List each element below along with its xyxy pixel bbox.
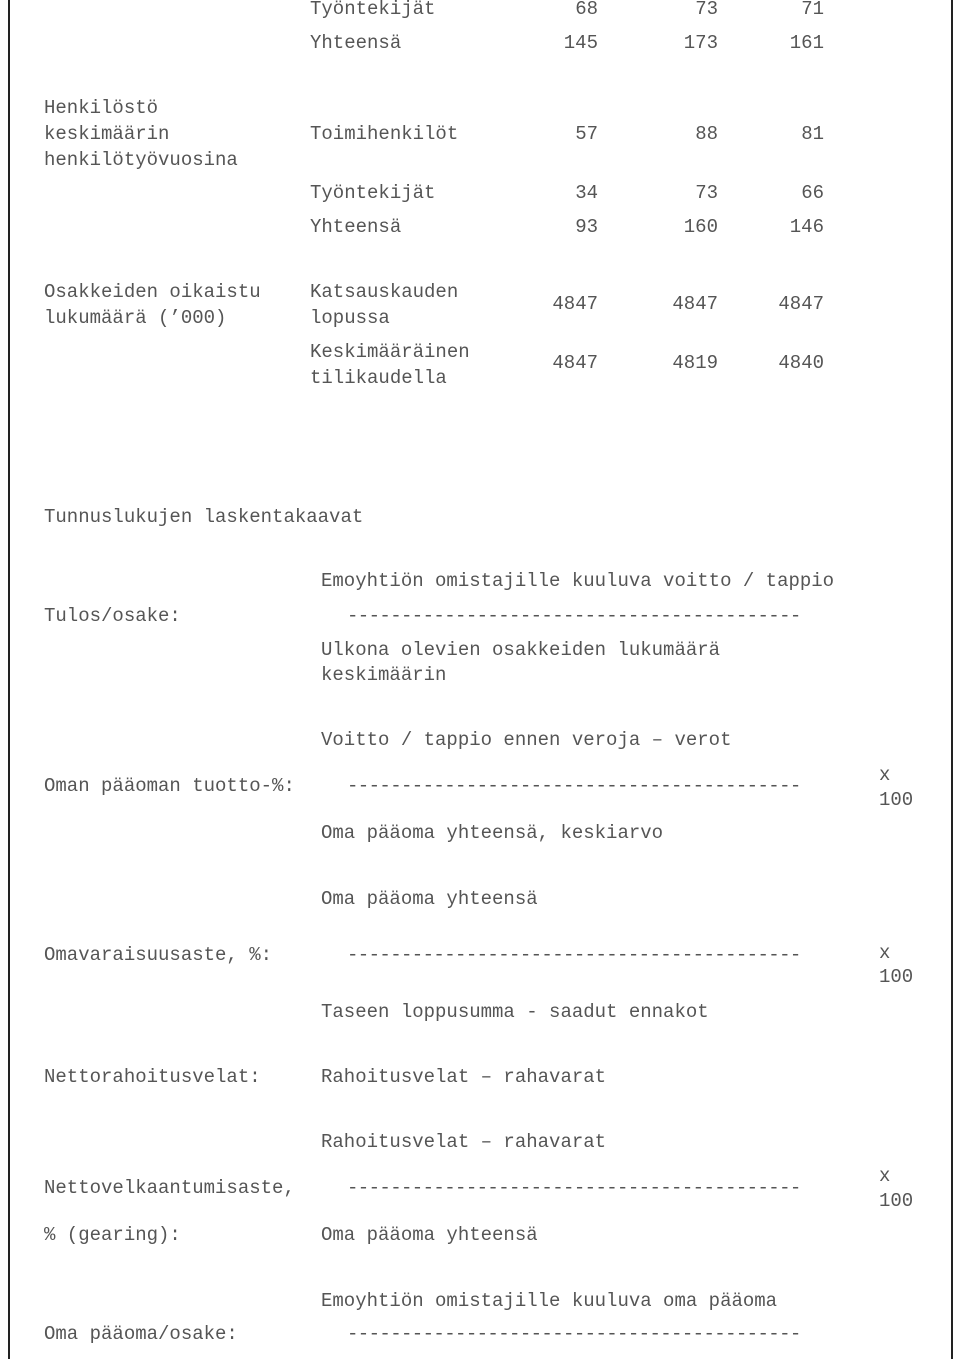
row-label: Yhteensä [310,216,402,238]
cell-value: 73 [695,182,718,204]
cell-value: 34 [575,182,598,204]
formula-label: % (gearing): [44,1224,181,1246]
group-label: Henkilöstö [44,97,159,119]
cell-value: 4847 [552,352,598,374]
fraction-divider: ------------------------------------------ [347,775,801,797]
cell-value: 4847 [672,293,718,315]
formula-expression: Rahoitusvelat – rahavarat [321,1066,607,1088]
cell-value: 4847 [552,293,598,315]
fraction-divider: ------------------------------------------ [347,944,801,966]
cell-value: 68 [575,0,598,20]
cell-value: 81 [801,123,824,145]
left-border [8,0,10,1359]
formula-numerator: Voitto / tappio ennen veroja – verot [321,729,732,751]
cell-value: 160 [683,216,718,238]
hundred-factor: 100 [879,789,914,811]
cell-value: 71 [801,0,824,20]
multiply-sign: x [879,1165,891,1187]
group-label: henkilötyövuosina [44,149,238,171]
formula-label: Omavaraisuusaste, %: [44,944,273,966]
hundred-factor: 100 [879,1190,914,1212]
formula-denominator: Oma pääoma yhteensä [321,1224,538,1246]
hundred-factor: 100 [879,966,914,988]
formula-numerator: Emoyhtiön omistajille kuuluva oma pääoma [321,1290,778,1312]
formula-label: Oma pääoma/osake: [44,1323,238,1345]
row-label: Yhteensä [310,32,402,54]
cell-value: 73 [695,0,718,20]
formula-numerator: Rahoitusvelat – rahavarat [321,1131,607,1153]
group-label: Osakkeiden oikaistu [44,281,261,303]
cell-value: 88 [695,123,718,145]
cell-value: 66 [801,182,824,204]
formula-label: Oman pääoman tuotto-%: [44,775,295,797]
fraction-divider: ------------------------------------------ [347,1177,801,1199]
group-label: lukumäärä (’000) [44,307,227,329]
row-label: Keskimääräinen [310,341,470,363]
multiply-sign: x [879,764,891,786]
section-heading: Tunnuslukujen laskentakaavat [44,506,364,528]
cell-value: 93 [575,216,598,238]
cell-value: 145 [563,32,598,54]
row-label: Työntekijät [310,182,436,204]
row-label: tilikaudella [310,367,447,389]
formula-denominator: Taseen loppusumma - saadut ennakot [321,1001,709,1023]
fraction-divider: ------------------------------------------ [347,605,801,627]
formula-label: Nettovelkaantumisaste, [44,1177,295,1199]
cell-value: 4819 [672,352,718,374]
group-label: keskimäärin [44,123,170,145]
cell-value: 4847 [778,293,824,315]
cell-value: 4840 [778,352,824,374]
multiply-sign: x [879,942,891,964]
fraction-divider: ------------------------------------------ [347,1323,801,1345]
row-label: Katsauskauden [310,281,459,303]
row-label: Toimihenkilöt [310,123,459,145]
formula-denominator: Ulkona olevien osakkeiden lukumäärä [321,639,721,661]
formula-denominator: Oma pääoma yhteensä, keskiarvo [321,822,664,844]
cell-value: 161 [789,32,824,54]
formula-label: Tulos/osake: [44,605,181,627]
cell-value: 173 [683,32,718,54]
formula-numerator: Oma pääoma yhteensä [321,888,538,910]
cell-value: 57 [575,123,598,145]
row-label: lopussa [310,307,390,329]
formula-denominator: keskimäärin [321,664,447,686]
formula-label: Nettorahoitusvelat: [44,1066,261,1088]
right-border [951,0,953,1359]
row-label: Työntekijät [310,0,436,20]
cell-value: 146 [789,216,824,238]
formula-numerator: Emoyhtiön omistajille kuuluva voitto / tappio [321,570,835,592]
